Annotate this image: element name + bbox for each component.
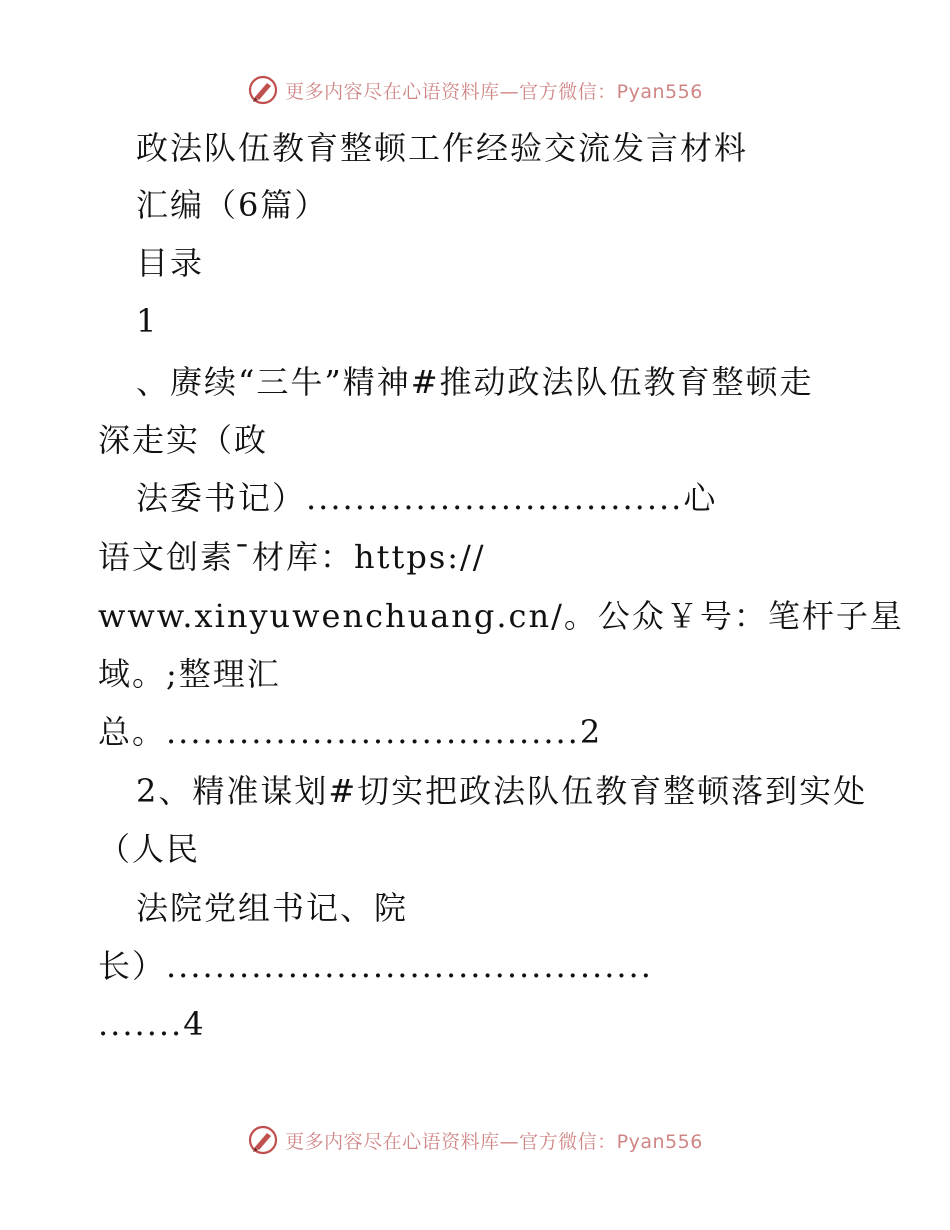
pen-logo-icon [247, 1124, 279, 1156]
toc-entry-line: （人民 [98, 830, 201, 868]
doc-title-line-2: 汇编（6篇） [136, 186, 329, 224]
toc-entry-line: 法院党组书记、院 [136, 889, 409, 927]
toc-entry-line: 、赓续“三牛”精神#推动政法队伍教育整顿走 [136, 363, 814, 401]
toc-number: 1 [136, 302, 159, 340]
toc-entry-line: 总。..................................2 [98, 713, 603, 751]
toc-entry-line: 语文创素¯材库：https:// [98, 538, 486, 576]
footer-watermark-banner [0, 1120, 950, 1160]
toc-entry-line: 长）........................................ [98, 947, 653, 985]
toc-entry-line: 法委书记）...............................心 [136, 479, 718, 517]
toc-entry-line: 域。;整理汇 [98, 655, 281, 693]
toc-entry-line: .......4 [98, 1005, 206, 1043]
toc-heading: 目录 [136, 244, 205, 282]
toc-entry-line: 2、精准谋划#切实把政法队伍教育整顿落到实处 [136, 772, 868, 810]
doc-title-line-1: 政法队伍教育整顿工作经验交流发言材料 [136, 129, 749, 167]
watermark-text: 更多内容尽在心语资料库—官方微信：Pyan556 [285, 80, 703, 103]
toc-entry-line: 深走实（政 [98, 421, 269, 459]
toc-entry-line: www.xinyuwenchuang.cn/。公众￥号：笔杆子星 [98, 597, 904, 635]
watermark-text: 更多内容尽在心语资料库—官方微信：Pyan556 [285, 1130, 703, 1153]
